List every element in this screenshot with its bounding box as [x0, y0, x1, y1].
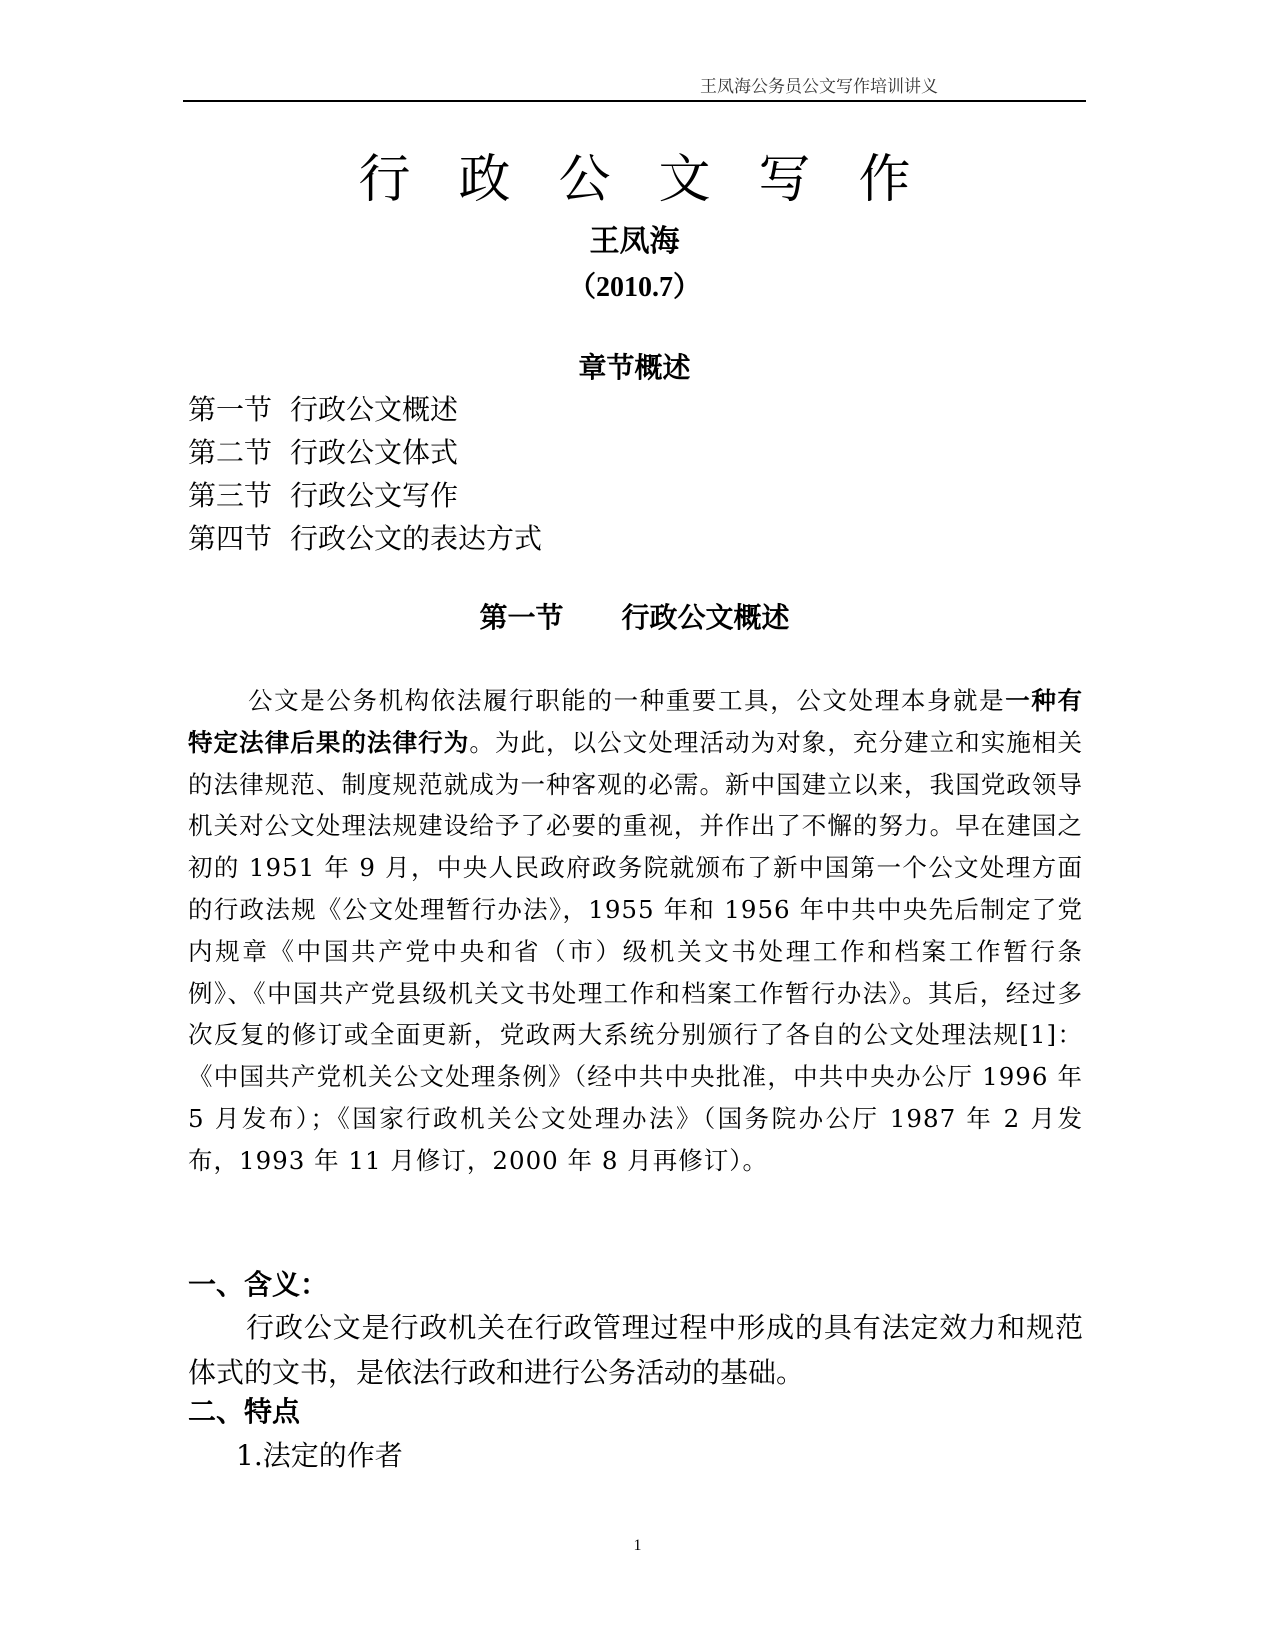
table-of-contents [188, 388, 888, 560]
toc-item-label: 行政公文体式 [290, 436, 459, 469]
toc-item-1 [188, 388, 888, 431]
meaning-heading: 一、含义： [188, 1268, 329, 1301]
section-title-text: 行政公文概述 [621, 601, 790, 634]
feature-point-1: 1.法定的作者 [236, 1439, 403, 1472]
header-divider [183, 100, 1086, 102]
paragraph-text-start: 公文是公务机构依法履行职能的一种重要工具，公文处理本身就是 [248, 686, 1006, 715]
document-title: 行政公文写作 [358, 150, 959, 210]
toc-item-3 [188, 474, 888, 517]
toc-item-2 [188, 431, 888, 474]
paragraph-bold-phrase: 一种有特定法律后果的法律行为 [188, 686, 1084, 757]
document-date: （2010.7） [567, 272, 701, 303]
toc-item-number: 第一节 [188, 393, 273, 426]
toc-item-number: 第二节 [188, 436, 273, 469]
author-name: 王凤海 [589, 224, 680, 259]
intro-paragraph [188, 680, 1083, 1182]
toc-item-number: 第四节 [188, 522, 273, 555]
features-heading: 二、特点 [188, 1395, 301, 1428]
toc-title: 章节概述 [578, 351, 691, 384]
toc-item-number: 第三节 [188, 479, 273, 512]
toc-item-label: 行政公文的表达方式 [290, 522, 543, 555]
section-number: 第一节 [479, 601, 564, 634]
meaning-paragraph: 行政公文是行政机关在行政管理过程中形成的具有法定效力和规范体式的文书，是依法行政和进行公务活动的基础。 [188, 1311, 1083, 1389]
page-number: 1 [633, 1537, 642, 1554]
section-heading [183, 598, 1086, 638]
toc-item-4 [188, 517, 888, 560]
toc-item-label: 行政公文写作 [290, 479, 459, 512]
running-header: 王凤海公务员公文写作培训讲义 [700, 77, 938, 97]
toc-item-label: 行政公文概述 [290, 393, 459, 426]
paragraph-text-rest: 。为此，以公文处理活动为对象，充分建立和实施相关的法律规范、制度规范就成为一种客观的必需。新中国建立以来，我国党政领导机关对公文处理法规建设给予了必要的重视，并作出了不懈的努力。早在建国之初的 1951 年 9 月，中央人民政府政务院就颁布了新中国第一个公文处理方面的行政法规《公文处理暂行办法》，1955 年和 1956 年中共中央先后制定了党内规章《中国共产党中央和省（市）级机关文书处理工作和档案工作暂行条例》、《中国共产党县级机关文书处理工作和档案工作暂行办法》。其后，经过多次反复的修订或全面更新，党政两大系统分别颁行了各自的公文处理法规[1]：《中国共产党机关公文处理条例》（经中共中央批准，中共中央办公厅 1996 年 5 月发布）；《国家行政机关公文处理办法》（国务院办公厅 1987 年 2 月发布，1993 年 11 月修订，2000 年 8 月再修订）。 [188, 727, 1084, 1175]
